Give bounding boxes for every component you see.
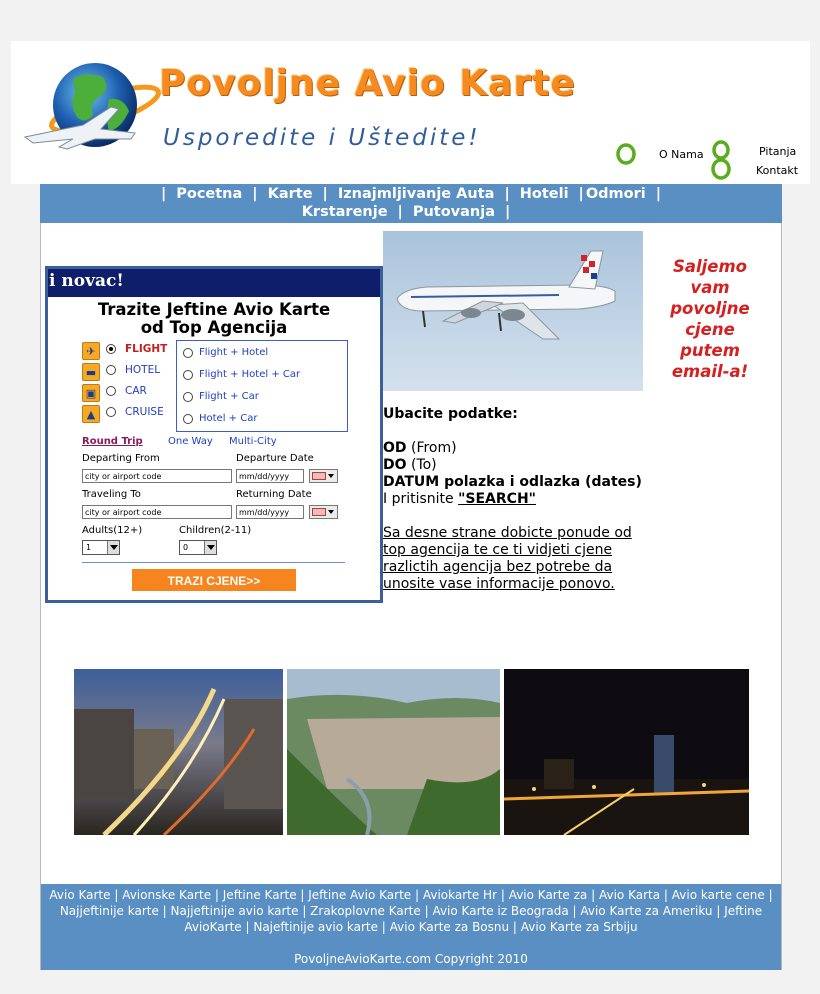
header-links bbox=[611, 139, 811, 181]
datum-label: DATUM polazka i odlazka (dates) bbox=[383, 474, 642, 490]
footer-link[interactable]: Zrakoplovne Karte bbox=[310, 904, 421, 918]
hotel-bed-icon: ▬ bbox=[82, 363, 100, 381]
adults-select[interactable] bbox=[82, 540, 120, 555]
tab-multi-city[interactable]: Multi-City bbox=[229, 436, 277, 447]
promo-line: vam bbox=[690, 278, 730, 297]
cruise-radio[interactable] bbox=[106, 407, 116, 417]
departing-from-label: Departing From bbox=[82, 453, 160, 464]
nav-separator: | bbox=[322, 186, 328, 202]
calendar-icon bbox=[312, 472, 326, 480]
chevron-down-icon bbox=[107, 541, 119, 554]
footer-links: Avio Karte | Avionske Karte | Jeftine Karte | Jeftine Avio Karte | Aviokarte Hr | Avio Karte za | Avio Karta | Avio karte cene | Najjeftinije karte | Najjeftinije avio karte | Zrakoplovne Karte | Avio Karte iz Beograda | Avio Karte za Ameriku | Jeftine AvioKarte | Najeftinije avio karte | Avio Karte za Bosnu | Avio Karte za Srbiju bbox=[49, 888, 773, 934]
city-night-photo bbox=[74, 669, 283, 835]
dropdown-arrow-icon bbox=[328, 510, 334, 514]
nav-row-2 bbox=[40, 203, 782, 221]
nav-putovanja[interactable]: Putovanja bbox=[412, 204, 496, 220]
product-label: CRUISE bbox=[125, 406, 164, 418]
do-desc: (To) bbox=[406, 457, 437, 473]
main-content bbox=[40, 223, 782, 884]
city-valley-photo bbox=[287, 669, 500, 835]
nav-separator: | bbox=[578, 186, 584, 202]
children-label: Children(2-11) bbox=[179, 525, 252, 536]
nav-separator: | bbox=[655, 186, 662, 202]
divider bbox=[82, 562, 345, 563]
od-desc: (From) bbox=[406, 440, 457, 456]
traveling-to-label: Traveling To bbox=[82, 489, 141, 500]
hotel-radio[interactable] bbox=[106, 365, 116, 375]
airplane-photo bbox=[383, 231, 643, 391]
footer-link[interactable]: Najjeftinije avio karte bbox=[170, 904, 299, 918]
combo-label: Flight + Hotel + Car bbox=[199, 369, 301, 380]
departure-date-label: Departure Date bbox=[236, 453, 314, 464]
footer-link[interactable]: Najjeftinije karte bbox=[59, 904, 159, 918]
promo-line: Saljemo bbox=[672, 257, 748, 276]
widget-title-line2: od Top Agencija bbox=[140, 318, 288, 337]
chevron-down-icon bbox=[204, 541, 216, 554]
package-options bbox=[176, 340, 348, 432]
tab-one-way[interactable]: One Way bbox=[168, 436, 213, 447]
tab-round-trip[interactable]: Round Trip bbox=[82, 436, 143, 447]
footer-link[interactable]: Avionske Karte bbox=[122, 888, 212, 902]
nav-separator: | bbox=[160, 186, 167, 202]
footer-link[interactable]: Avio Karte bbox=[49, 888, 111, 902]
flight-search-widget bbox=[45, 266, 383, 603]
promo-line: email-a! bbox=[671, 362, 749, 381]
product-label: HOTEL bbox=[125, 364, 161, 376]
car-icon: ▣ bbox=[82, 384, 100, 402]
children-select[interactable] bbox=[179, 540, 217, 555]
green-eight-icon bbox=[709, 139, 733, 181]
nav-row-1 bbox=[40, 185, 782, 203]
widget-title bbox=[48, 301, 380, 337]
instruction-do bbox=[383, 457, 673, 474]
adults-value: 1 bbox=[86, 543, 92, 552]
combo-radio[interactable] bbox=[183, 414, 193, 424]
return-calendar-button[interactable] bbox=[309, 505, 338, 519]
footer-link[interactable]: Avio Karte za Ameriku bbox=[580, 904, 713, 918]
widget-banner: i novac! bbox=[48, 269, 380, 297]
calendar-icon bbox=[312, 508, 326, 516]
nav-pocetna[interactable]: Pocetna bbox=[176, 186, 243, 202]
nav-separator: | bbox=[504, 186, 510, 202]
green-ring-icon bbox=[615, 143, 637, 165]
returning-date-label: Returning Date bbox=[236, 489, 312, 500]
footer-link[interactable]: Avio Karte za bbox=[508, 888, 588, 902]
footer-link[interactable]: Jeftine Avio Karte bbox=[308, 888, 412, 902]
site-footer bbox=[40, 884, 782, 970]
search-button[interactable]: TRAZI CJENE>> bbox=[132, 569, 296, 591]
footer-link[interactable]: Avio karte cene bbox=[671, 888, 765, 902]
email-promo-text bbox=[657, 256, 763, 382]
footer-link[interactable]: Aviokarte Hr bbox=[422, 888, 498, 902]
nav-iznajmljivanje-auta[interactable]: Iznajmljivanje Auta bbox=[337, 186, 495, 202]
adults-label: Adults(12+) bbox=[82, 525, 143, 536]
footer-link[interactable]: Avio Karte iz Beograda bbox=[432, 904, 569, 918]
car-radio[interactable] bbox=[106, 386, 116, 396]
footer-link[interactable]: Jeftine AvioKarte bbox=[184, 904, 763, 934]
site-header bbox=[11, 41, 810, 184]
main-navigation bbox=[40, 184, 782, 223]
nav-odmori[interactable]: Odmori bbox=[585, 186, 646, 202]
kontakt-link[interactable]: Kontakt bbox=[756, 164, 799, 177]
traveling-to-input[interactable]: city or airport code bbox=[82, 505, 232, 519]
children-value: 0 bbox=[183, 543, 189, 552]
instructions-heading: Ubacite podatke: bbox=[383, 406, 518, 422]
site-slogan: Usporedite i Uštedite! bbox=[163, 125, 481, 151]
combo-label: Flight + Hotel bbox=[199, 347, 269, 358]
pitanja-link[interactable]: Pitanja bbox=[759, 145, 797, 158]
flight-radio[interactable] bbox=[106, 344, 116, 354]
press-text: I pritisnite bbox=[383, 491, 459, 507]
globe-airplane-logo-icon bbox=[23, 59, 163, 159]
combo-radio[interactable] bbox=[183, 392, 193, 402]
nav-separator: | bbox=[505, 204, 511, 220]
footer-link[interactable]: Jeftine Karte bbox=[222, 888, 297, 902]
combo-label: Flight + Car bbox=[199, 391, 259, 402]
city-skyline-night-photo bbox=[504, 669, 749, 835]
product-label: CAR bbox=[125, 385, 147, 397]
do-label: DO bbox=[383, 457, 407, 473]
product-label: FLIGHT bbox=[125, 343, 168, 355]
departing-from-input[interactable]: city or airport code bbox=[82, 469, 232, 483]
cruise-ship-icon: ▲ bbox=[82, 405, 100, 423]
copyright-text: PovoljneAvioKarte.com Copyright 2010 bbox=[294, 952, 528, 966]
instructions bbox=[383, 406, 673, 593]
site-title: Povoljne Avio Karte bbox=[159, 63, 576, 104]
combo-radio[interactable] bbox=[183, 370, 193, 380]
departure-date-input[interactable]: mm/dd/yyyy bbox=[236, 469, 304, 483]
nav-krstarenje[interactable]: Krstarenje bbox=[301, 204, 388, 220]
departure-calendar-button[interactable] bbox=[309, 469, 338, 483]
instruction-search bbox=[383, 491, 673, 508]
combo-radio[interactable] bbox=[183, 348, 193, 358]
footer-link[interactable]: Avio Karte za Bosnu bbox=[389, 920, 510, 934]
instructions-note[interactable]: Sa desne strane dobicte ponude od top agencija te ce ti vidjeti cjene razlictih agencija bez potrebe da unosite vase informacije ponovo. bbox=[383, 525, 632, 592]
nav-separator: | bbox=[397, 204, 403, 220]
nav-karte[interactable]: Karte bbox=[267, 186, 313, 202]
instruction-od bbox=[383, 440, 673, 457]
promo-line: cjene putem bbox=[680, 320, 740, 360]
footer-link[interactable]: Najeftinije avio karte bbox=[253, 920, 378, 934]
airplane-icon: ✈ bbox=[82, 342, 100, 360]
o-nama-link[interactable]: O Nama bbox=[659, 148, 704, 161]
nav-hoteli[interactable]: Hoteli bbox=[519, 186, 569, 202]
footer-link[interactable]: Avio Karte za Srbiju bbox=[520, 920, 638, 934]
search-word: "SEARCH" bbox=[458, 491, 536, 507]
nav-separator: | bbox=[252, 186, 258, 202]
dropdown-arrow-icon bbox=[328, 474, 334, 478]
footer-link[interactable]: Avio Karta bbox=[598, 888, 661, 902]
combo-label: Hotel + Car bbox=[199, 413, 258, 424]
instruction-datum bbox=[383, 474, 673, 491]
widget-title-line1: Trazite Jeftine Avio Karte bbox=[97, 300, 331, 319]
promo-line: povoljne bbox=[670, 299, 750, 318]
od-label: OD bbox=[383, 440, 407, 456]
returning-date-input[interactable]: mm/dd/yyyy bbox=[236, 505, 304, 519]
